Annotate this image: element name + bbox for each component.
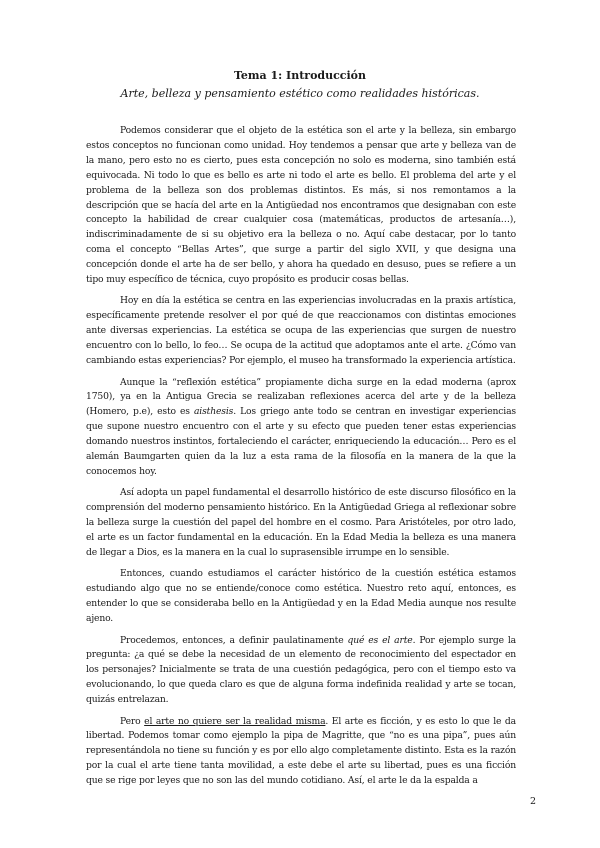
paragraph-caracter-historico: Entonces, cuando estudiamos el carácter histórico de la cuestión estética estamos estudiando algo que no se entiende/conoce como estética. Nuestro reto aquí, entonces, es entender lo que se consideraba bello en la Antigüedad y en la Edad Media aunque nos resulte ajeno. [86,568,516,625]
document-body [86,124,516,796]
page-number: 2 [529,796,536,807]
paragraph-reflexion-estetica [86,376,516,480]
paragraph-text: . El arte es ficción, y es esto lo que le da libertad. Podemos tomar como ejemplo la pipa de Magritte, que “no es una pipa”, pues aún representándola no tiene su función y es por ello algo completamente distinto. Esta es la razón por la cual el arte tiene tanta movilidad, a este debe el arte su libertad, pues es una ficción que se rige por leyes que no son las del mundo cotidiano. Así, el arte le da la espalda a [86,715,516,787]
page-subtitle: Arte, belleza y pensamiento estético como realidades históricas. [120,87,480,100]
page-title: Tema 1: Introducción [233,69,367,82]
underlined-phrase: el arte no quiere ser la realidad misma [144,715,326,727]
paragraph-text: Procedemos, entonces, a definir paulatinamente [120,634,348,646]
paragraph-arte-ficcion [86,715,516,790]
paragraph-arte-belleza: Podemos considerar que el objeto de la estética son el arte y la belleza, sin embargo estos conceptos no funcionan como unidad. Hoy tendemos a pensar que arte y belleza van de la mano, pero esto no es cierto, pues esta concepción no solo es moderna, sino también está equivocada. Ni todo lo que es bello es arte ni todo el arte es bello. El problema del arte y el problema de la belleza son dos problemas distintos. Es más, si nos remontamos a la descripción que se hacía del arte en la Antigüedad nos encontramos que designaban con este concepto la habilidad de crear cualquier cosa (matemáticas, productos de artesanía…), indiscriminadamente de si su objetivo era la belleza o no. Aquí cabe destacar, por lo tanto coma el concepto “Bellas Artes”, que surge a partir del siglo XVII, y que designa una concepción donde el arte ha de ser bello, y ahora ha quedado en desuso, pues se refiere a un tipo muy específico de técnica, cuyo propósito es producir cosas bellas. [86,125,516,286]
paragraph-estetica-hoy: Hoy en día la estética se centra en las experiencias involucradas en la praxis artística, específicamente pretende resolver el por qué de que reaccionamos con distintas emociones ante diversas experiencias. La estética se ocupa de las experiencias que surgen de nuestro encuentro con lo bello, lo feo… Se ocupa de la actitud que adoptamos ante el arte. ¿Cómo van cambiando estas experiencias? Por ejemplo, el museo ha transformado la experiencia artística. [86,295,516,367]
paragraph-desarrollo-historico: Así adopta un papel fundamental el desarrollo histórico de este discurso filosófico en la comprensión del moderno pensamiento histórico. En la Antigüedad Griega al reflexionar sobre la belleza surge la cuestión del papel del hombre en el cosmo. Para Aristóteles, por otro lado, el arte es un factor fundamental en la educación. En la Edad Media la belleza es una manera de llegar a Dios, es la manera en la cual lo suprasensible irrumpe en lo sensible. [86,487,516,558]
paragraph-text: . Los griego ante todo se centran en investigar experiencias que supone nuestro encuentro con el arte y su efecto que pueden tener estas experiencias domando nuestros instintos, fortaleciendo el carácter, enriqueciendo la educación… Pero es el alemán Baumgarten quien da la luz a esta rama de la filosofía en la manera de la que la conocemos hoy. [86,406,516,477]
paragraph-text: Aunque la “reflexión estética” propiamente dicha surge en la edad moderna (aprox 1750), ya en la Antigua Grecia se realizaban reflexiones acerca del arte y de la belleza (Homero, p.e), esto es [86,376,516,418]
paragraph-text: . Por ejemplo surge la pregunta: ¿a qué se debe la necesidad de un elemento de reconocimiento del espectador en los personajes? Inicialmente se trata de una cuestión pedagógica, pero con el tiempo esto va evolucionando, lo que queda claro es que de alguna forma indefinida realidad y arte se tocan, quizás entrelazan. [86,634,516,706]
paragraph-que-es-el-arte [86,634,516,709]
emphasis-que-es-el-arte: qué es el arte [347,634,413,646]
paragraph-text: Pero [120,715,145,727]
emphasis-aisthesis: aisthesis [193,406,234,418]
